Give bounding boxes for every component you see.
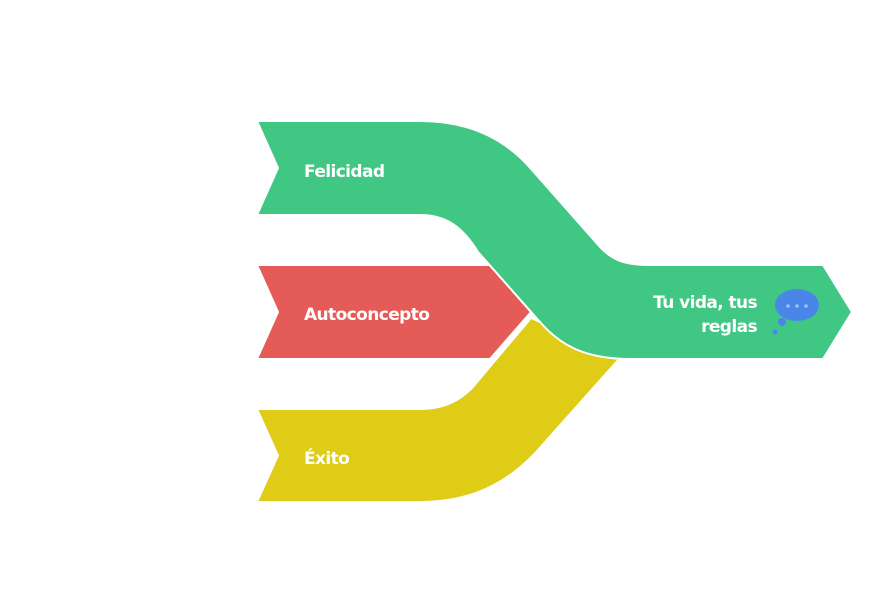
output-label-line1: Tu vida, tus [653, 293, 757, 313]
exito-label: Éxito [304, 449, 350, 469]
output-label-line2: reglas [701, 317, 757, 337]
autoconcepto-label: Autoconcepto [304, 305, 430, 325]
felicidad-label: Felicidad [304, 162, 385, 182]
